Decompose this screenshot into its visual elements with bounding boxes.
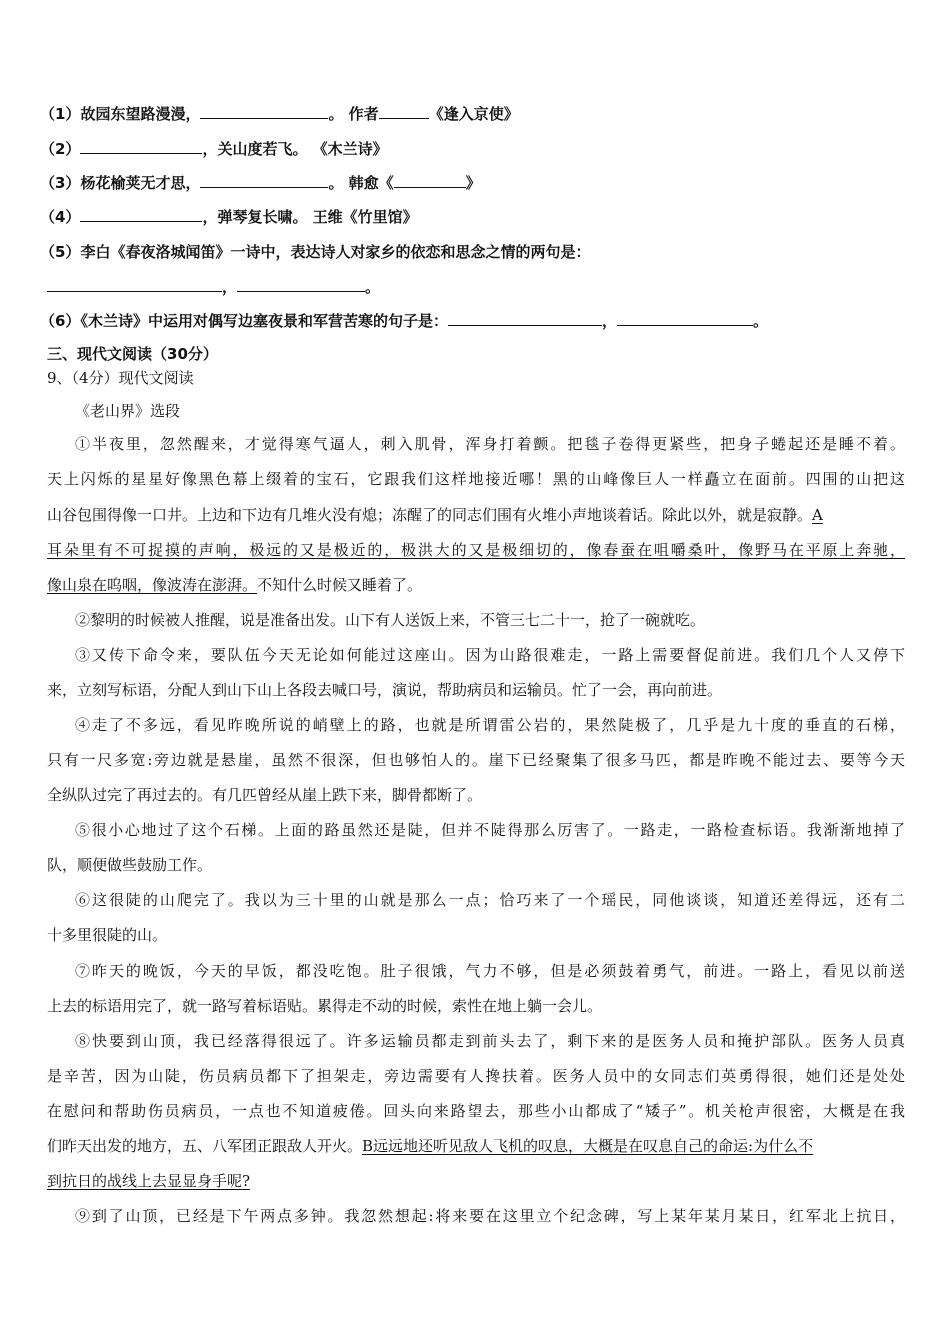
passage-line: 只有一尺多宽:旁边就是悬崖，虽然不很深，但也够怕人的。崖下已经聚集了很多马匹，都是昨晚不能过去、要等今天: [47, 751, 905, 769]
question-number: （2）: [40, 140, 81, 158]
separator: ，: [222, 278, 238, 296]
passage-line: ⑥这很陡的山爬完了。我以为三十里的山就是那么一点；恰巧来了一个瑶民，同他谈谈，知道还差得远，还有二: [75, 891, 905, 909]
passage-text: 山谷包围得像一口井。上边和下边有几堆火没有熄；冻醒了的同志们围有火堆小声地谈着话。除此以外，就是寂静。: [47, 506, 813, 524]
passage-line: ①半夜里，忽然醒来，才觉得寒气逼人，刺入肌骨，浑身打着颤。把毯子卷得更紧些，把身子蜷起还是睡不着。: [75, 435, 905, 453]
passage-line: 全纵队过完了再过去的。有几匹曾经从崖上跌下来，脚骨都断了。: [47, 786, 483, 804]
answer-blank[interactable]: [448, 310, 602, 326]
passage-underlined-text: 像山泉在呜咽，像波涛在澎湃。: [47, 576, 258, 594]
section-title: 三、现代文阅读（30分）: [47, 345, 218, 363]
passage-line-underlined: 到抗日的战线上去显显身手呢?: [47, 1172, 251, 1190]
answer-blank[interactable]: [200, 103, 328, 119]
question-5: [40, 241, 590, 262]
passage-line: [47, 1135, 905, 1156]
question-9-heading: 9、（4分）现代文阅读: [47, 369, 194, 387]
separator: 。: [752, 312, 768, 330]
passage-line: ⑦昨天的晚饭，今天的早饭，都没吃饱。肚子很饿，气力不够，但是必须鼓着勇气，前进。一路上，看见以前送: [75, 962, 905, 980]
question-text: 》: [465, 174, 481, 192]
passage-line: 队，顺便做些鼓励工作。: [47, 856, 213, 874]
question-5-answers: [47, 276, 380, 297]
answer-blank[interactable]: [200, 172, 328, 188]
excerpt-title: 《老山界》选段: [75, 402, 181, 420]
separator: ，: [601, 312, 617, 330]
answer-blank[interactable]: [237, 276, 365, 292]
passage-line: ③又传下命令来，要队伍今天无论如何能过这座山。因为山路很难走，一路上需要督促前进。我们几个人又停下: [75, 646, 905, 664]
question-text: 杨花榆荚无才思，: [80, 174, 201, 192]
passage-line: ④走了不多远，看见昨晚所说的峭壁上的路，也就是所谓雷公岩的，果然陡极了，几乎是九十度的垂直的石梯，: [75, 716, 905, 734]
question-text: 《逢入京使》: [428, 105, 519, 123]
passage-line: ⑤很小心地过了这个石梯。上面的路虽然还是陡，但并不陡得那么厉害了。一路走，一路检查标语。我渐渐地掉了: [75, 821, 905, 839]
question-text: ，弹琴复长啸。 王维《竹里馆》: [202, 208, 418, 226]
question-text: 《木兰诗》中运用对偶写边塞夜景和军营苦寒的句子是：: [80, 312, 448, 330]
passage-line: 是辛苦，因为山陡，伤员病员都下了担架走，旁边需要有人搀扶着。医务人员中的女同志们英勇得很，她们还是处处: [47, 1067, 905, 1085]
question-2: [40, 138, 388, 159]
question-4: [40, 206, 418, 227]
question-text: ，关山度若飞。 《木兰诗》: [202, 140, 388, 158]
question-number: （1）: [40, 105, 81, 123]
passage-line: 在慰问和帮助伤员病员，一点也不知道疲倦。回头向来路望去，那些小山都成了“矮子”。机关枪声很密，大概是在我: [47, 1102, 905, 1120]
answer-blank[interactable]: [394, 172, 466, 188]
passage-line: 来，立刻写标语，分配人到山下山上各段去喊口号，演说，帮助病员和运输员。忙了一会，再向前进。: [47, 681, 723, 699]
passage-line-underlined: 耳朵里有不可捉摸的声响，极远的又是极近的，极洪大的又是极细切的，像春蚕在咀嚼桑叶，像野马在平原上奔驰，: [47, 541, 905, 559]
passage-marker-b: B远远地还听见敌人飞机的叹息，大概是在叹息自己的命运:为什么不: [362, 1137, 814, 1155]
passage-marker-a: A: [812, 506, 823, 524]
question-text: 。 作者: [328, 105, 379, 123]
answer-blank[interactable]: [80, 138, 202, 154]
passage-line: 天上闪烁的星星好像黑色幕上缀着的宝石，它跟我们这样地接近哪！黑的山峰像巨人一样矗立在面前。四围的山把这: [47, 470, 905, 488]
question-number: （6）: [40, 312, 81, 330]
passage-line: ⑨到了山顶，已经是下午两点多钟。我忽然想起:将来要在这里立个纪念碑，写上某年某月某日，红军北上抗日，: [75, 1207, 905, 1225]
passage-text: 们昨天出发的地方，五、八军团正跟敌人开火。: [47, 1137, 363, 1155]
question-text: 李白《春夜洛城闻笛》一诗中，表达诗人对家乡的依恋和思念之情的两句是：: [80, 243, 591, 261]
question-number: （3）: [40, 174, 81, 192]
answer-blank[interactable]: [379, 103, 429, 119]
passage-line: ⑧快要到山顶，我已经落得很远了。许多运输员都走到前头去了，剩下来的是医务人员和掩护部队。医务人员真: [75, 1032, 905, 1050]
answer-blank[interactable]: [80, 206, 202, 222]
question-3: [40, 172, 481, 193]
passage-line: 十多里很陡的山。: [47, 926, 168, 944]
answer-blank[interactable]: [617, 310, 753, 326]
answer-blank[interactable]: [47, 276, 222, 292]
passage-text: 不知什么时候又睡着了。: [257, 576, 423, 594]
question-text: 。 韩愈《: [328, 174, 394, 192]
question-1: [40, 103, 519, 124]
question-number: （5）: [40, 243, 81, 261]
question-number: （4）: [40, 208, 81, 226]
question-6: [40, 310, 768, 331]
passage-line: 上去的标语用完了，就一路写着标语贴。累得走不动的时候，索性在地上躺一会儿。: [47, 997, 603, 1015]
question-text: 故园东望路漫漫，: [80, 105, 201, 123]
passage-line: [47, 504, 905, 525]
passage-line: ②黎明的时候被人推醒，说是准备出发。山下有人送饭上来，不管三七二十一，抢了一碗就吃。: [75, 611, 706, 629]
passage-line: [47, 574, 422, 595]
separator: 。: [365, 278, 381, 296]
